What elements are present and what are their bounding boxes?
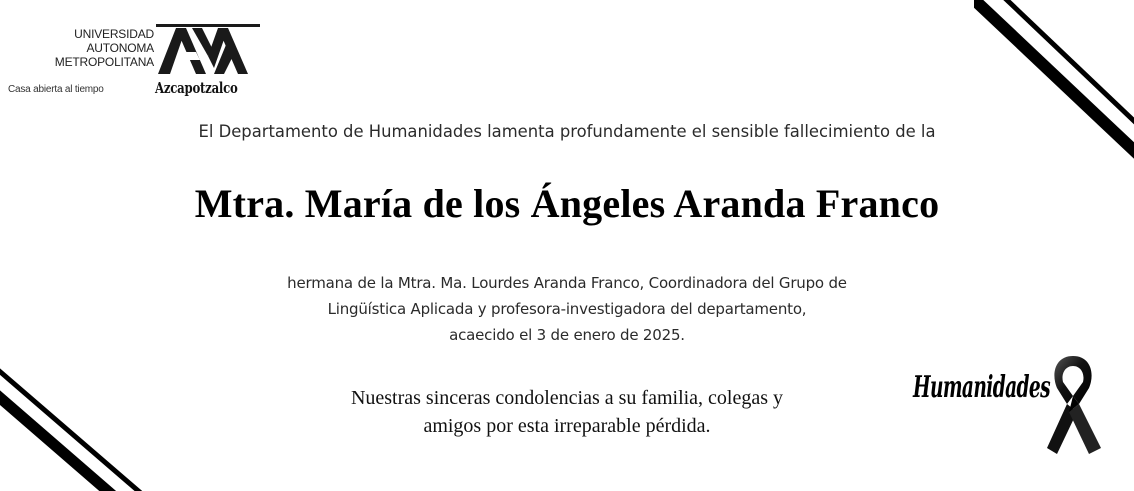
logo-text-autonoma: AUTONOMA: [86, 41, 154, 55]
humanidades-wordmark: Humanidades: [913, 370, 1050, 405]
condolences-line: Nuestras sinceras condolencias a su familia, colegas y: [350, 387, 784, 409]
logo-tagline: Casa abierta al tiempo: [8, 84, 104, 95]
intro-text: El Departamento de Humanidades lamenta profundamente el sensible fallecimiento de la: [198, 122, 936, 141]
details-line: Lingüística Aplicada y profesora-investigadora del departamento,: [327, 300, 807, 318]
mourning-band-bottom-left: [0, 351, 160, 491]
details-text: [0, 270, 1134, 348]
uam-logo: [8, 24, 258, 100]
mourning-ribbon-icon: [1041, 352, 1105, 456]
details-line: acaecido el 3 de enero de 2025.: [449, 326, 685, 344]
details-line: hermana de la Mtra. Ma. Lourdes Aranda Franco, Coordinadora del Grupo de: [287, 274, 847, 292]
logo-campus: Azcapotzalco: [155, 79, 238, 97]
mourning-band-top-right: [974, 0, 1134, 170]
humanidades-logo: [913, 352, 1113, 462]
uam-logo-icon: [156, 24, 260, 76]
condolences-line: amigos por esta irreparable pérdida.: [423, 415, 711, 437]
deceased-name: Mtra. María de los Ángeles Aranda Franco: [194, 181, 940, 226]
logo-text-universidad: UNIVERSIDAD: [74, 27, 154, 41]
logo-text-metropolitana: METROPOLITANA: [54, 55, 154, 69]
condolences-text: [267, 384, 867, 440]
